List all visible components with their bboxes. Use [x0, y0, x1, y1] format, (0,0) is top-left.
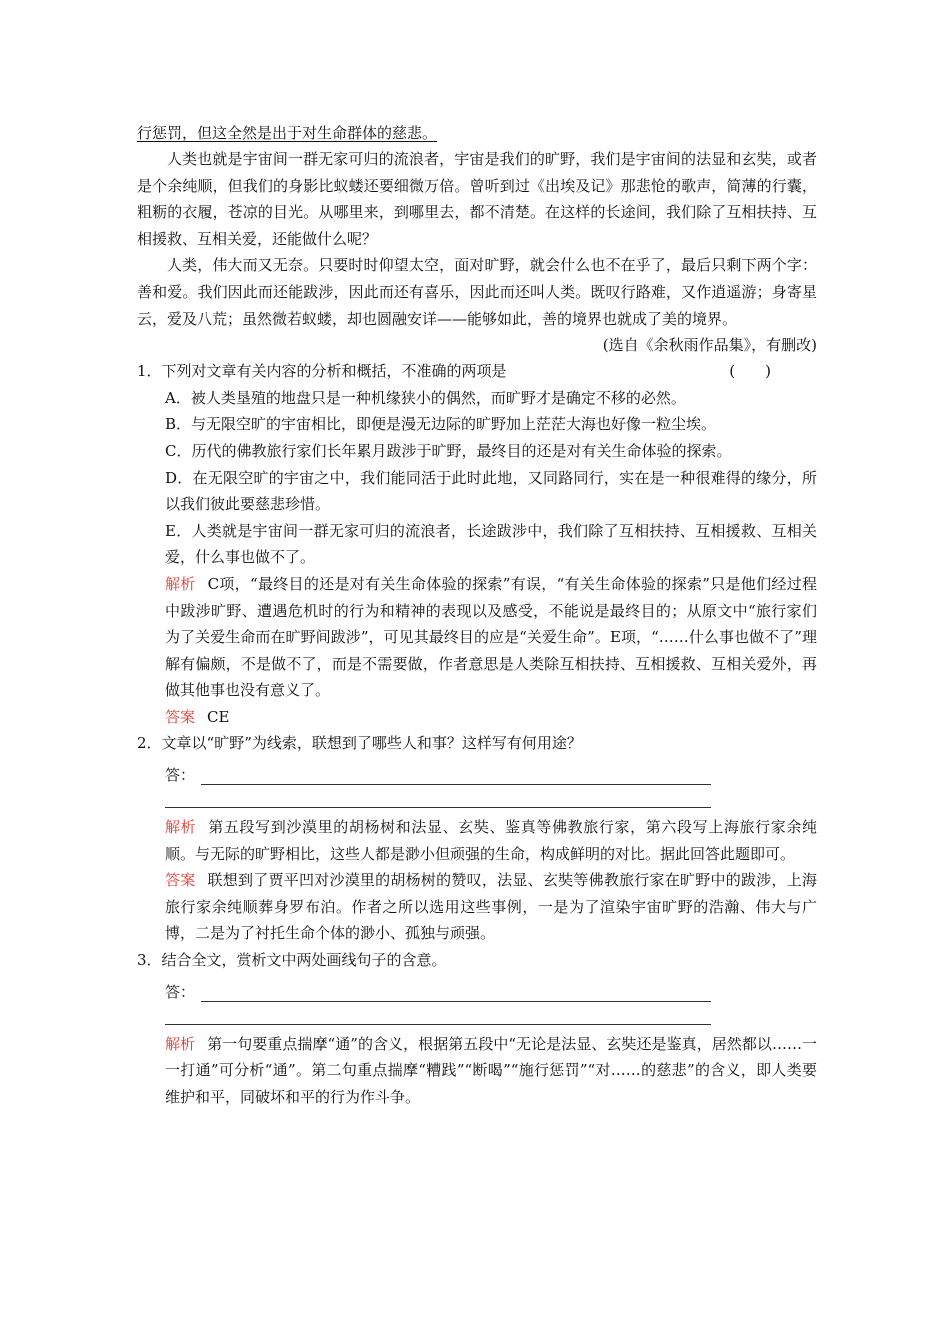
answer-prompt: 答：	[165, 766, 196, 785]
passage-paragraph: 人类，伟大而又无奈。只要时时仰望太空，面对旷野，就会什么也不在乎了，最后只剩下两个字：善和爱。我们因此而还能跋涉，因此而还有喜乐，因此而还叫人类。既叹行路难，又作逍遥游；身寄星云，爱及八荒；虽然微若蚁蝼，却也圆融安详——能够如此，善的境界也就成了美的境界。	[137, 256, 817, 328]
answer-blank-line[interactable]	[165, 1002, 711, 1025]
option-c: C．历代的佛教旅行家们长年累月跋涉于旷野，最终目的还是对有关生命体验的探索。	[165, 441, 732, 460]
answer-rule	[201, 985, 711, 1002]
answer-text: 联想到了贾平凹对沙漠里的胡杨树的赞叹，法显、玄奘等佛教旅行家在旷野中的跋涉，上海旅行家余纯顺葬身罗布泊。作者之所以选用这些事例，一是为了渲染宇宙旷野的浩瀚、伟大与广博，二是为了衬托生命个体的渺小、孤独与顽强。	[165, 871, 817, 943]
answer-rule	[201, 768, 711, 785]
analysis-label: 解析	[165, 1034, 196, 1053]
question-1-analysis	[137, 571, 817, 704]
answer-prompt: 答：	[165, 982, 196, 1001]
option-b: B．与无限空旷的宇宙相比，即便是漫无边际的旷野加上茫茫大海也好像一粒尘埃。	[165, 415, 717, 434]
answer-label: 答案	[165, 871, 196, 890]
underlined-sentence: 行惩罚，但这全然是出于对生命群体的慈悲。	[137, 124, 438, 142]
analysis-text: C项，“最终目的还是对有关生命体验的探索”有误，“有关生命体验的探索”只是他们经过程中跋涉旷野、遭遇危机时的行为和精神的表现以及感受，不能说是最终目的；从原文中“旅行家们为了关爱生命而在旷野间跋涉”，可见其最终目的应是“关爱生命”。E项，“……什么事也做不了”理解有偏颇，不是做不了，而是不需要做，作者意思是人类除互相扶持、互相援救、互相关爱外，再做其他事也没有意义了。	[165, 574, 817, 700]
analysis-text: 第一句要重点揣摩“通”的含义，根据第五段中“无论是法显、玄奘还是鉴真，居然都以……一一打通”可分析“通”。第二句重点揣摩“糟践”“断喝”“施行惩罚”“对……的慈悲”的含义，即人类要维护和平，同破坏和平的行为作斗争。	[165, 1034, 817, 1106]
question-1-answer	[137, 704, 817, 731]
option-a: A．被人类垦殖的地盘只是一种机缘狭小的偶然，而旷野才是确定不移的必然。	[165, 388, 686, 407]
question-2-stem: 2．文章以“旷野”为线索，联想到了哪些人和事？这样写有何用途？	[137, 734, 582, 753]
answer-parenthesis: ( )	[729, 362, 771, 381]
question-1-stem	[137, 358, 817, 385]
source-citation: (选自《余秋雨作品集》，有删改)	[602, 336, 817, 355]
answer-field[interactable]	[137, 757, 817, 785]
analysis-label: 解析	[165, 574, 196, 593]
analysis-label: 解析	[165, 818, 197, 837]
option-e: E．人类就是宇宙间一群无家可归的流浪者，长途跋涉中，我们除了互相扶持、互相援救、互相关爱，什么事也做不了。	[165, 521, 817, 567]
answer-field[interactable]	[137, 974, 817, 1002]
option-d: D．在无限空旷的宇宙之中，我们能同活于此时此地，又同路同行，实在是一种很难得的缘分，所以我们彼此要慈悲珍惜。	[165, 468, 817, 514]
passage-paragraph: 人类也就是宇宙间一群无家可归的流浪者，宇宙是我们的旷野，我们是宇宙间的法显和玄奘，或者是个余纯顺，但我们的身影比蚁蝼还要细微万倍。曾听到过《出埃及记》那悲怆的歌声，简薄的行囊，粗粝的衣履，苍凉的目光。从哪里来，到哪里去，都不清楚。在这样的长途间，我们除了互相扶持、互相援救、互相关爱，还能做什么呢？	[137, 150, 817, 248]
question-2-answer	[137, 867, 817, 947]
question-1-text: 1．下列对文章有关内容的分析和概括，不准确的两项是	[137, 362, 507, 381]
question-2-analysis	[137, 814, 817, 867]
question-3-analysis	[137, 1031, 817, 1111]
answer-label: 答案	[165, 707, 196, 726]
answer-blank-line[interactable]	[165, 785, 711, 808]
document-page	[137, 120, 817, 1110]
answer-text: CE	[207, 707, 230, 726]
analysis-text: 第五段写到沙漠里的胡杨树和法显、玄奘、鉴真等佛教旅行家，第六段写上海旅行家余纯顺。与无际的旷野相比，这些人都是渺小但顽强的生命，构成鲜明的对比。据此回答此题即可。	[165, 818, 817, 863]
question-3-stem: 3．结合全文，赏析文中两处画线句子的含意。	[137, 951, 447, 970]
